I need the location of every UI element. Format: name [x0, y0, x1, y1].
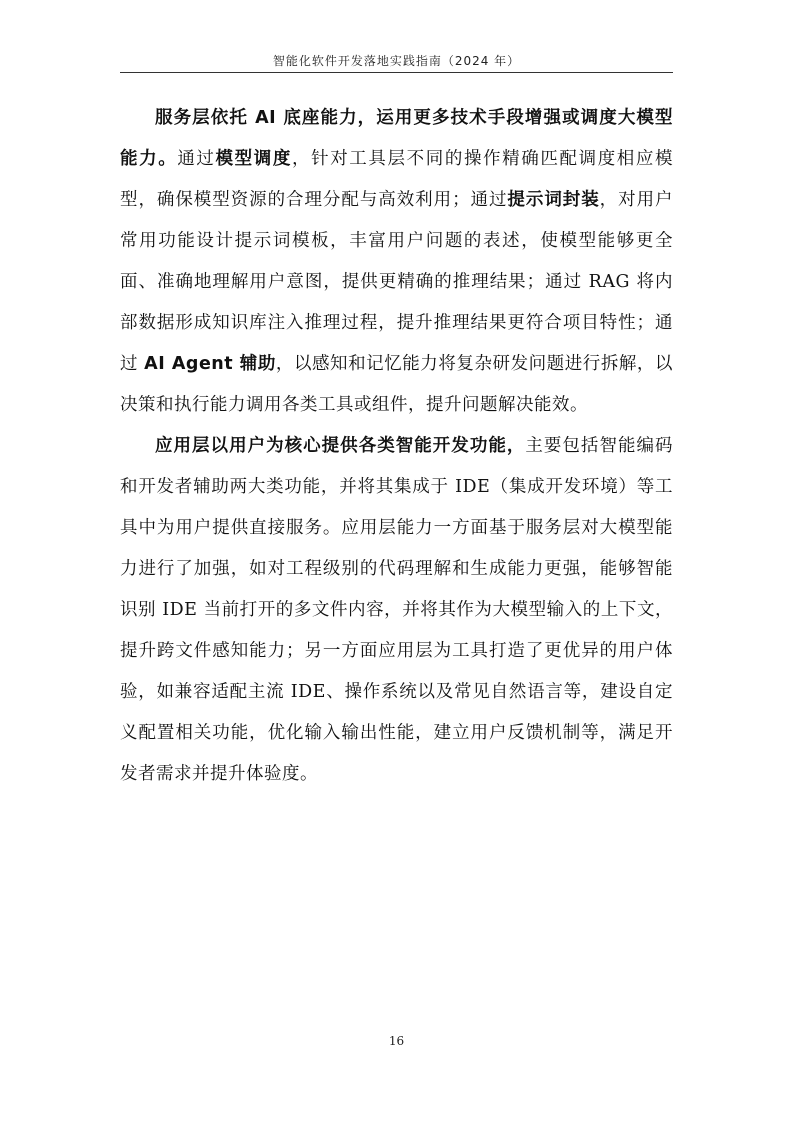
paragraph-application-layer: [120, 426, 673, 795]
text-run: ，针对工具层不同的操作精确匹配调度相应模型，确保模型资源的合理分配与高效利用；通过: [120, 149, 674, 210]
ai-agent-term: AI Agent 辅助: [144, 354, 276, 374]
application-layer-lead: 应用层以用户为核心提供各类智能开发功能，: [155, 436, 526, 456]
text-run: ，以感知和记忆能力将复杂研发问题进行拆解，以决策和执行能力调用各类工具或组件，提升问题解决能效。: [120, 354, 673, 415]
paragraph-service-layer: [120, 98, 673, 426]
text-run: ，对用户常用功能设计提示词模板，丰富用户问题的表述，使模型能够更全面、准确地理解用户意图，提供更精确的推理结果；通过 RAG 将内部数据形成知识库注入推理过程，提升推理结果更符合项目特性；通过: [120, 190, 674, 374]
prompt-wrapping-term: 提示词封装: [507, 190, 600, 210]
page-number: 16: [388, 1034, 405, 1048]
running-header: 智能化软件开发落地实践指南（2024 年）: [272, 54, 521, 68]
model-scheduling-term: 模型调度: [215, 149, 292, 169]
service-layer-lead: 服务层依托 AI 底座能力，运用更多技术手段增强或调度大模型能力。: [120, 108, 673, 169]
header-divider: [120, 72, 673, 73]
text-run: 主要包括智能编码和开发者辅助两大类功能，并将其集成于 IDE（集成开发环境）等工具中为用户提供直接服务。应用层能力一方面基于服务层对大模型能力进行了加强，如对工程级别的代码理解和生成能力更强，能够智能识别 IDE 当前打开的多文件内容，并将其作为大模型输入的上下文，提升跨文件感知能力；另一方面应用层为工具打造了更优异的用户体验，如兼容适配主流 IDE、操作系统以及常见自然语言等，建设自定义配置相关功能，优化输入输出性能，建立用户反馈机制等，满足开发者需求并提升体验度。: [120, 436, 674, 784]
text-run: 通过: [177, 149, 216, 169]
body-content: [120, 98, 673, 795]
